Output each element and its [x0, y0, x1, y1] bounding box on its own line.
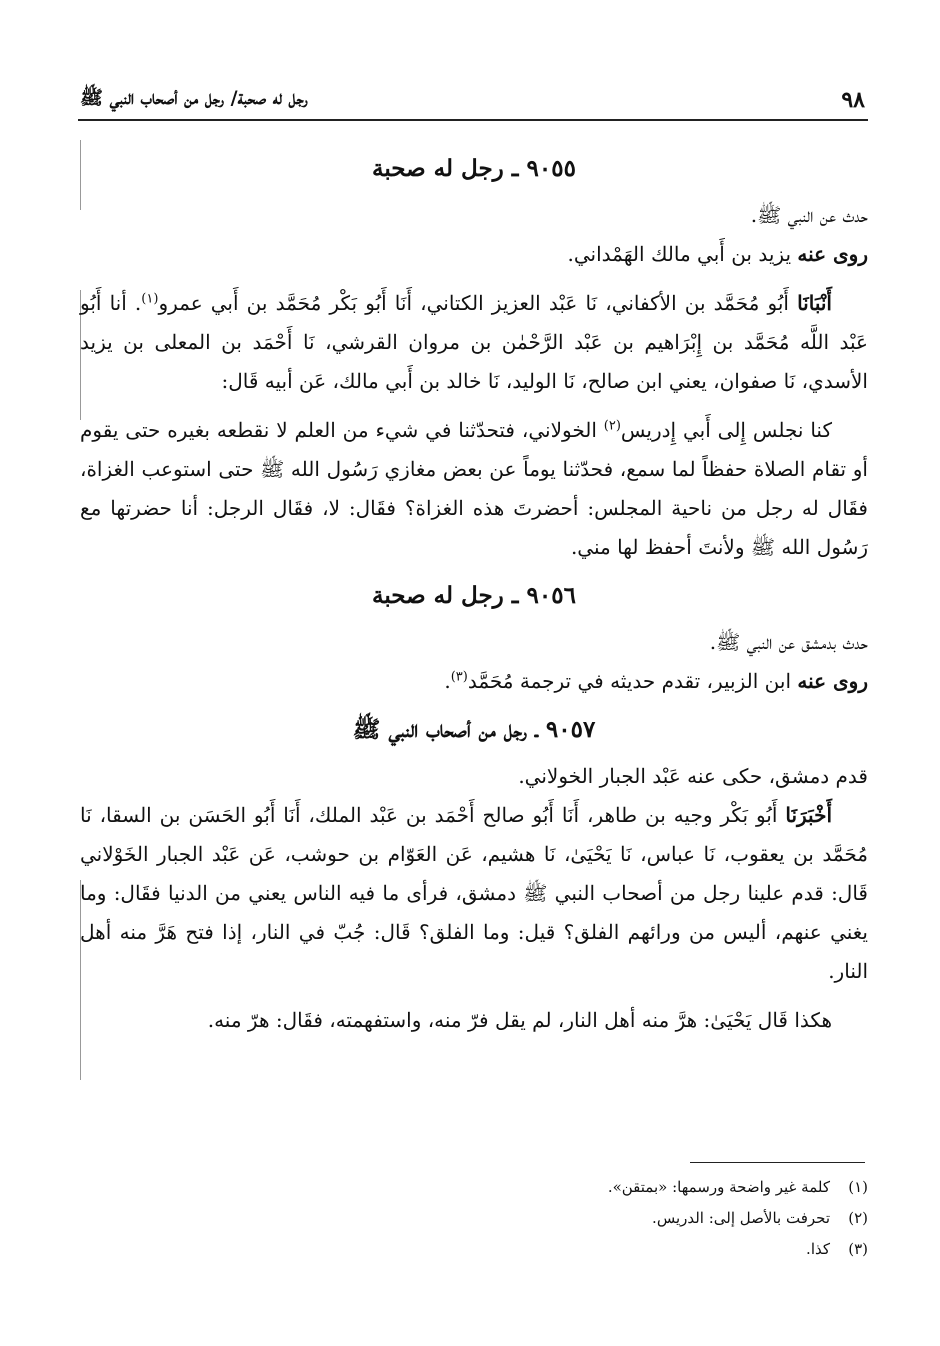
entry-heading-9056: ٩٠٥٦ ـ رجل له صحبة [372, 582, 576, 609]
footnote-number: (٢) [848, 1209, 868, 1227]
entry-heading-9057: ٩٠٥٧ ـ رجل من أصحاب النبي ﷺ [352, 716, 596, 743]
entry-line: حدث بدمشق عن النبي ﷺ. [709, 630, 868, 654]
story-text-b: الخولاني، فتحدّثنا في شيء من العلم لا نقطعه بغيره حتى يقوم أو تقام الصلاة حفظاً لما سمع، فحدّثنا يوماً عن بعض مغازي رَسُول الله ﷺ حتى استوعب الغزاة، فقَال له رجل من ناحية المجلس: أحضرتَ هذه الغزاة؟ فقَال: لا، فقَال الرجل: أنا حضرتها مع رَسُول الله ﷺ ولأنتَ أحفظ لها مني. [80, 418, 868, 559]
footnote-2 [468, 1203, 868, 1234]
rawa-line [80, 235, 868, 274]
footnote-text: تحرفت بالأصل إلى: الدريس. [652, 1209, 830, 1227]
isnad-text: أَبُو مُحَمَّد بن الأكفاني، نَا عَبْد العزيز الكتاني، أَنَا أَبُو بَكْر مُحَمَّد بن أَبي عمرو [158, 291, 798, 315]
rawa-text: ابن الزبير، تقدم حديثه في ترجمة مُحَمَّد [467, 669, 798, 693]
rawa-line [80, 662, 868, 701]
story-text-a: كنا نجلس إِلى أَبي إِدريس [620, 418, 832, 442]
footnote-rule [690, 1162, 865, 1163]
footnote-3 [468, 1234, 868, 1265]
footnote-text: كذا. [806, 1240, 830, 1258]
entry-heading-9055: ٩٠٥٥ ـ رجل له صحبة [372, 155, 576, 182]
footnote-number: (١) [848, 1178, 868, 1196]
header-rule [78, 119, 868, 121]
isnad-paragraph [80, 796, 868, 991]
rawa-text: يزيد بن أَبي مالك الهَمْداني. [567, 242, 798, 266]
page-header [80, 84, 865, 116]
story-paragraph [80, 411, 868, 567]
isnad-text: أَبُو بَكْر وجيه بن طاهر، أَنَا أَبُو صالح أَحْمَد بن عَبْد الملك، أَنَا أَبُو الحَسَن بن السقا، نَا مُحَمَّد بن يعقوب، نَا عباس، نَا يَحْيَىٰ، نَا هشيم، عَن العَوّام بن حوشب، عَن عَبْد الجبار الخَوْلاني قَال: قدم علينا رجل من أصحاب النبي ﷺ دمشق، فرأى ما فيه الناس يعني من الدنيا فقَال: وما يغني عنهم، أليس من ورائهم الفلق؟ قيل: وما الفلق؟ قَال: جُبّ في النار، إذا فتح هَرَّ منه أهل النار. [80, 803, 868, 983]
main-text [80, 140, 868, 1040]
rawa-label: روى عنه [797, 669, 868, 693]
isnad-label: أَنْبَانَا [797, 291, 832, 315]
footnote-number: (٣) [848, 1240, 868, 1258]
footnote-text: كلمة غير واضحة ورسمها: «بمتقن». [607, 1178, 830, 1196]
page-number: ٩٨ [841, 87, 865, 113]
rawa-label: روى عنه [797, 242, 868, 266]
entry-line: قدم دمشق، حكى عنه عَبْد الجبار الخولاني. [518, 764, 868, 788]
isnad-paragraph [80, 284, 868, 401]
footnotes [468, 1172, 868, 1265]
rawa-end: . [444, 669, 451, 693]
footnote-1 [468, 1172, 868, 1203]
entry-line: حدث عن النبي ﷺ. [750, 203, 868, 227]
footnote-ref-1[interactable]: (١) [141, 291, 159, 307]
footnote-ref-3[interactable]: (٣) [450, 669, 468, 685]
footnote-ref-2[interactable]: (٢) [603, 418, 621, 434]
closing-paragraph: هكذا قَال يَحْيَىٰ: هرَّ منه أهل النار، لم يقل فرّ منه، واستفهمته، فقَال: هرّ منه. [207, 1008, 832, 1032]
running-title: رجل له صحبة/ رجل من أصحاب النبي ﷺ [80, 87, 308, 109]
isnad-text-cont: . أنا أَبُو عَبْد اللَّه مُحَمَّد بن إِبْرَاهيم بن عَبْد الرَّحْمٰن بن مروان القرشي، نَا أَحْمَد بن المعلى بن يزيد الأسدي، نَا صفوان، يعني ابن صالح، نَا الوليد، نَا خالد بن أَبي مالك، عَن أبيه قَال: [80, 291, 868, 393]
isnad-label: أَخْبَرَنَا [785, 803, 832, 827]
